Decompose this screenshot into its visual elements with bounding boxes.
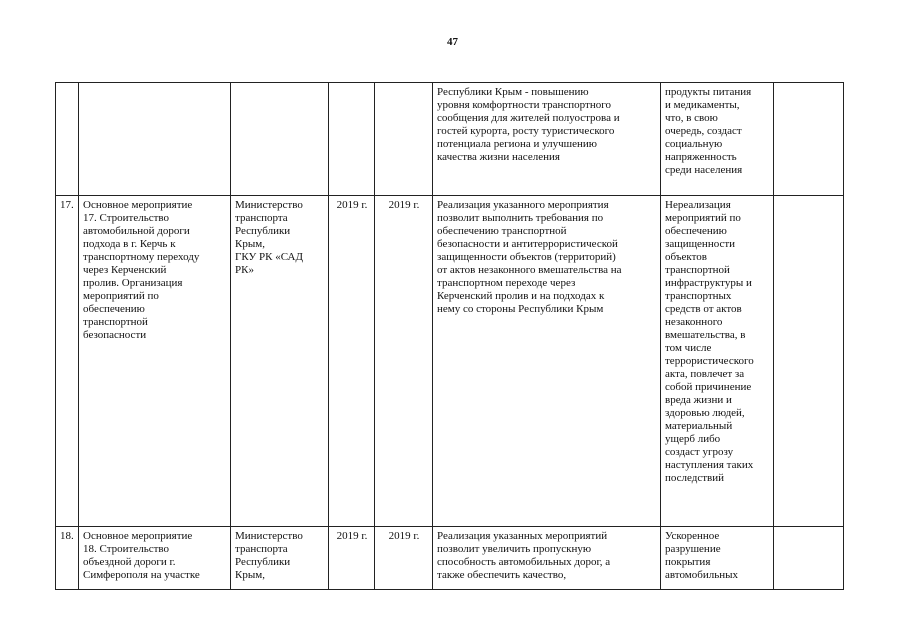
executor-cell [231, 527, 329, 590]
activity-cell [79, 527, 231, 590]
cell-text-line: вмешательства, в [665, 329, 746, 341]
cell-text-line: пролив. Организация [83, 277, 183, 289]
cell-text-line: Республики Крым - повышению [437, 86, 589, 98]
cell-text-line: ущерб либо [665, 433, 721, 445]
empty-cell [774, 83, 844, 196]
cell-text-line: акта, повлечет за [665, 368, 745, 380]
start-year-cell [329, 83, 375, 196]
result-cell [433, 196, 661, 527]
cell-text-line: через Керченский [83, 264, 167, 276]
cell-text-line: безопасности и антитеррористической [437, 238, 618, 250]
cell-text-line: что, в свою [665, 112, 718, 124]
cell-text-line: ГКУ РК «САД [235, 251, 303, 263]
cell-text-line: последствий [665, 472, 725, 484]
cell-text-line: Министерство [235, 530, 303, 542]
cell-text-line: транспортной [665, 264, 730, 276]
cell-text-line: покрытия [665, 556, 711, 568]
cell-text-line: обеспечению [665, 225, 727, 237]
cell-text-line: потенциала региона и улучшению [437, 138, 598, 150]
cell-text-line: Министерство [235, 199, 303, 211]
cell-text-line: позволит выполнить требования по [437, 212, 604, 224]
cell-text-line: объездной дороги г. [83, 556, 176, 568]
row-number-cell: 18. [56, 527, 79, 590]
table-body [56, 83, 844, 590]
page-number: 47 [447, 36, 458, 48]
cell-text-line: социальную [665, 138, 723, 150]
program-activities-table [55, 82, 844, 590]
cell-text-line: средств от актов [665, 303, 742, 315]
cell-text-line: 17. Строительство [83, 212, 170, 224]
empty-cell [774, 527, 844, 590]
cell-text-line: качества жизни населения [437, 151, 560, 163]
cell-text-line: автомобильной дороги [83, 225, 190, 237]
executor-cell [231, 196, 329, 527]
cell-text-line: террористического [665, 355, 754, 367]
cell-text-line: Крым, [235, 238, 265, 250]
cell-text-line: транспорта [235, 212, 288, 224]
consequences-cell [661, 527, 774, 590]
table-row [56, 527, 844, 590]
cell-text-line: подхода в г. Керчь к [83, 238, 176, 250]
cell-text-line: гостей курорта, росту туристического [437, 125, 615, 137]
cell-text-line: РК» [235, 264, 254, 276]
cell-text-line: том числе [665, 342, 712, 354]
cell-text-line: позволит увеличить пропускную [437, 543, 592, 555]
start-year-cell: 2019 г. [329, 527, 375, 590]
cell-text-line: Основное мероприятие [83, 199, 193, 211]
cell-text-line: уровня комфортности транспортного [437, 99, 611, 111]
cell-text-line: здоровью людей, [665, 407, 745, 419]
cell-text-line: защищенности объектов (территорий) [437, 251, 616, 263]
cell-text-line: Ускоренное [665, 530, 720, 542]
cell-text-line: безопасности [83, 329, 147, 341]
cell-text-line: транспортном переходе через [437, 277, 576, 289]
start-year-cell: 2019 г. [329, 196, 375, 527]
cell-text-line: Симферополя на участке [83, 569, 200, 581]
cell-text-line: Республики [235, 556, 291, 568]
cell-text-line: обеспечению [83, 303, 145, 315]
cell-text-line: Крым, [235, 569, 265, 581]
cell-text-line: создаст угрозу [665, 446, 734, 458]
cell-text-line: очередь, создаст [665, 125, 742, 137]
result-cell [433, 527, 661, 590]
cell-text-line: транспортному переходу [83, 251, 200, 263]
cell-text-line: мероприятий по [83, 290, 159, 302]
cell-text-line: автомобильных [665, 569, 738, 581]
cell-text-line: способность автомобильных дорог, а [437, 556, 611, 568]
cell-text-line: Реализация указанного мероприятия [437, 199, 609, 211]
cell-text-line: сообщения для жителей полуострова и [437, 112, 620, 124]
cell-text-line: нему со стороны Республики Крым [437, 303, 604, 315]
activity-cell [79, 196, 231, 527]
cell-text-line: Нереализация [665, 199, 731, 211]
cell-text-line: транспорта [235, 543, 288, 555]
end-year-cell [375, 83, 433, 196]
cell-text-line: незаконного [665, 316, 723, 328]
consequences-cell [661, 83, 774, 196]
row-number-cell [56, 83, 79, 196]
cell-text-line: Республики [235, 225, 291, 237]
cell-text-line: транспортной [83, 316, 148, 328]
cell-text-line: вреда жизни и [665, 394, 732, 406]
cell-text-line: объектов [665, 251, 707, 263]
cell-text-line: собой причинение [665, 381, 752, 393]
end-year-cell: 2019 г. [375, 196, 433, 527]
cell-text-line: материальный [665, 420, 733, 432]
cell-text-line: защищенности [665, 238, 736, 250]
table-row [56, 196, 844, 527]
cell-text-line: мероприятий по [665, 212, 741, 224]
cell-text-line: и медикаменты, [665, 99, 740, 111]
cell-text-line: продукты питания [665, 86, 752, 98]
end-year-cell: 2019 г. [375, 527, 433, 590]
cell-text-line: напряженность [665, 151, 737, 163]
executor-cell [231, 83, 329, 196]
empty-cell [774, 196, 844, 527]
cell-text-line: Реализация указанных мероприятий [437, 530, 608, 542]
cell-text-line: среди населения [665, 164, 743, 176]
cell-text-line: инфраструктуры и [665, 277, 752, 289]
row-number-cell: 17. [56, 196, 79, 527]
cell-text-line: 18. Строительство [83, 543, 170, 555]
cell-text-line: обеспечению транспортной [437, 225, 567, 237]
table-row [56, 83, 844, 196]
result-cell [433, 83, 661, 196]
cell-text-line: от актов незаконного вмешательства на [437, 264, 622, 276]
activity-cell [79, 83, 231, 196]
consequences-cell [661, 196, 774, 527]
cell-text-line: наступления таких [665, 459, 754, 471]
cell-text-line: разрушение [665, 543, 721, 555]
cell-text-line: также обеспечить качество, [437, 569, 567, 581]
cell-text-line: транспортных [665, 290, 732, 302]
cell-text-line: Керченский пролив и на подходах к [437, 290, 605, 302]
cell-text-line: Основное мероприятие [83, 530, 193, 542]
